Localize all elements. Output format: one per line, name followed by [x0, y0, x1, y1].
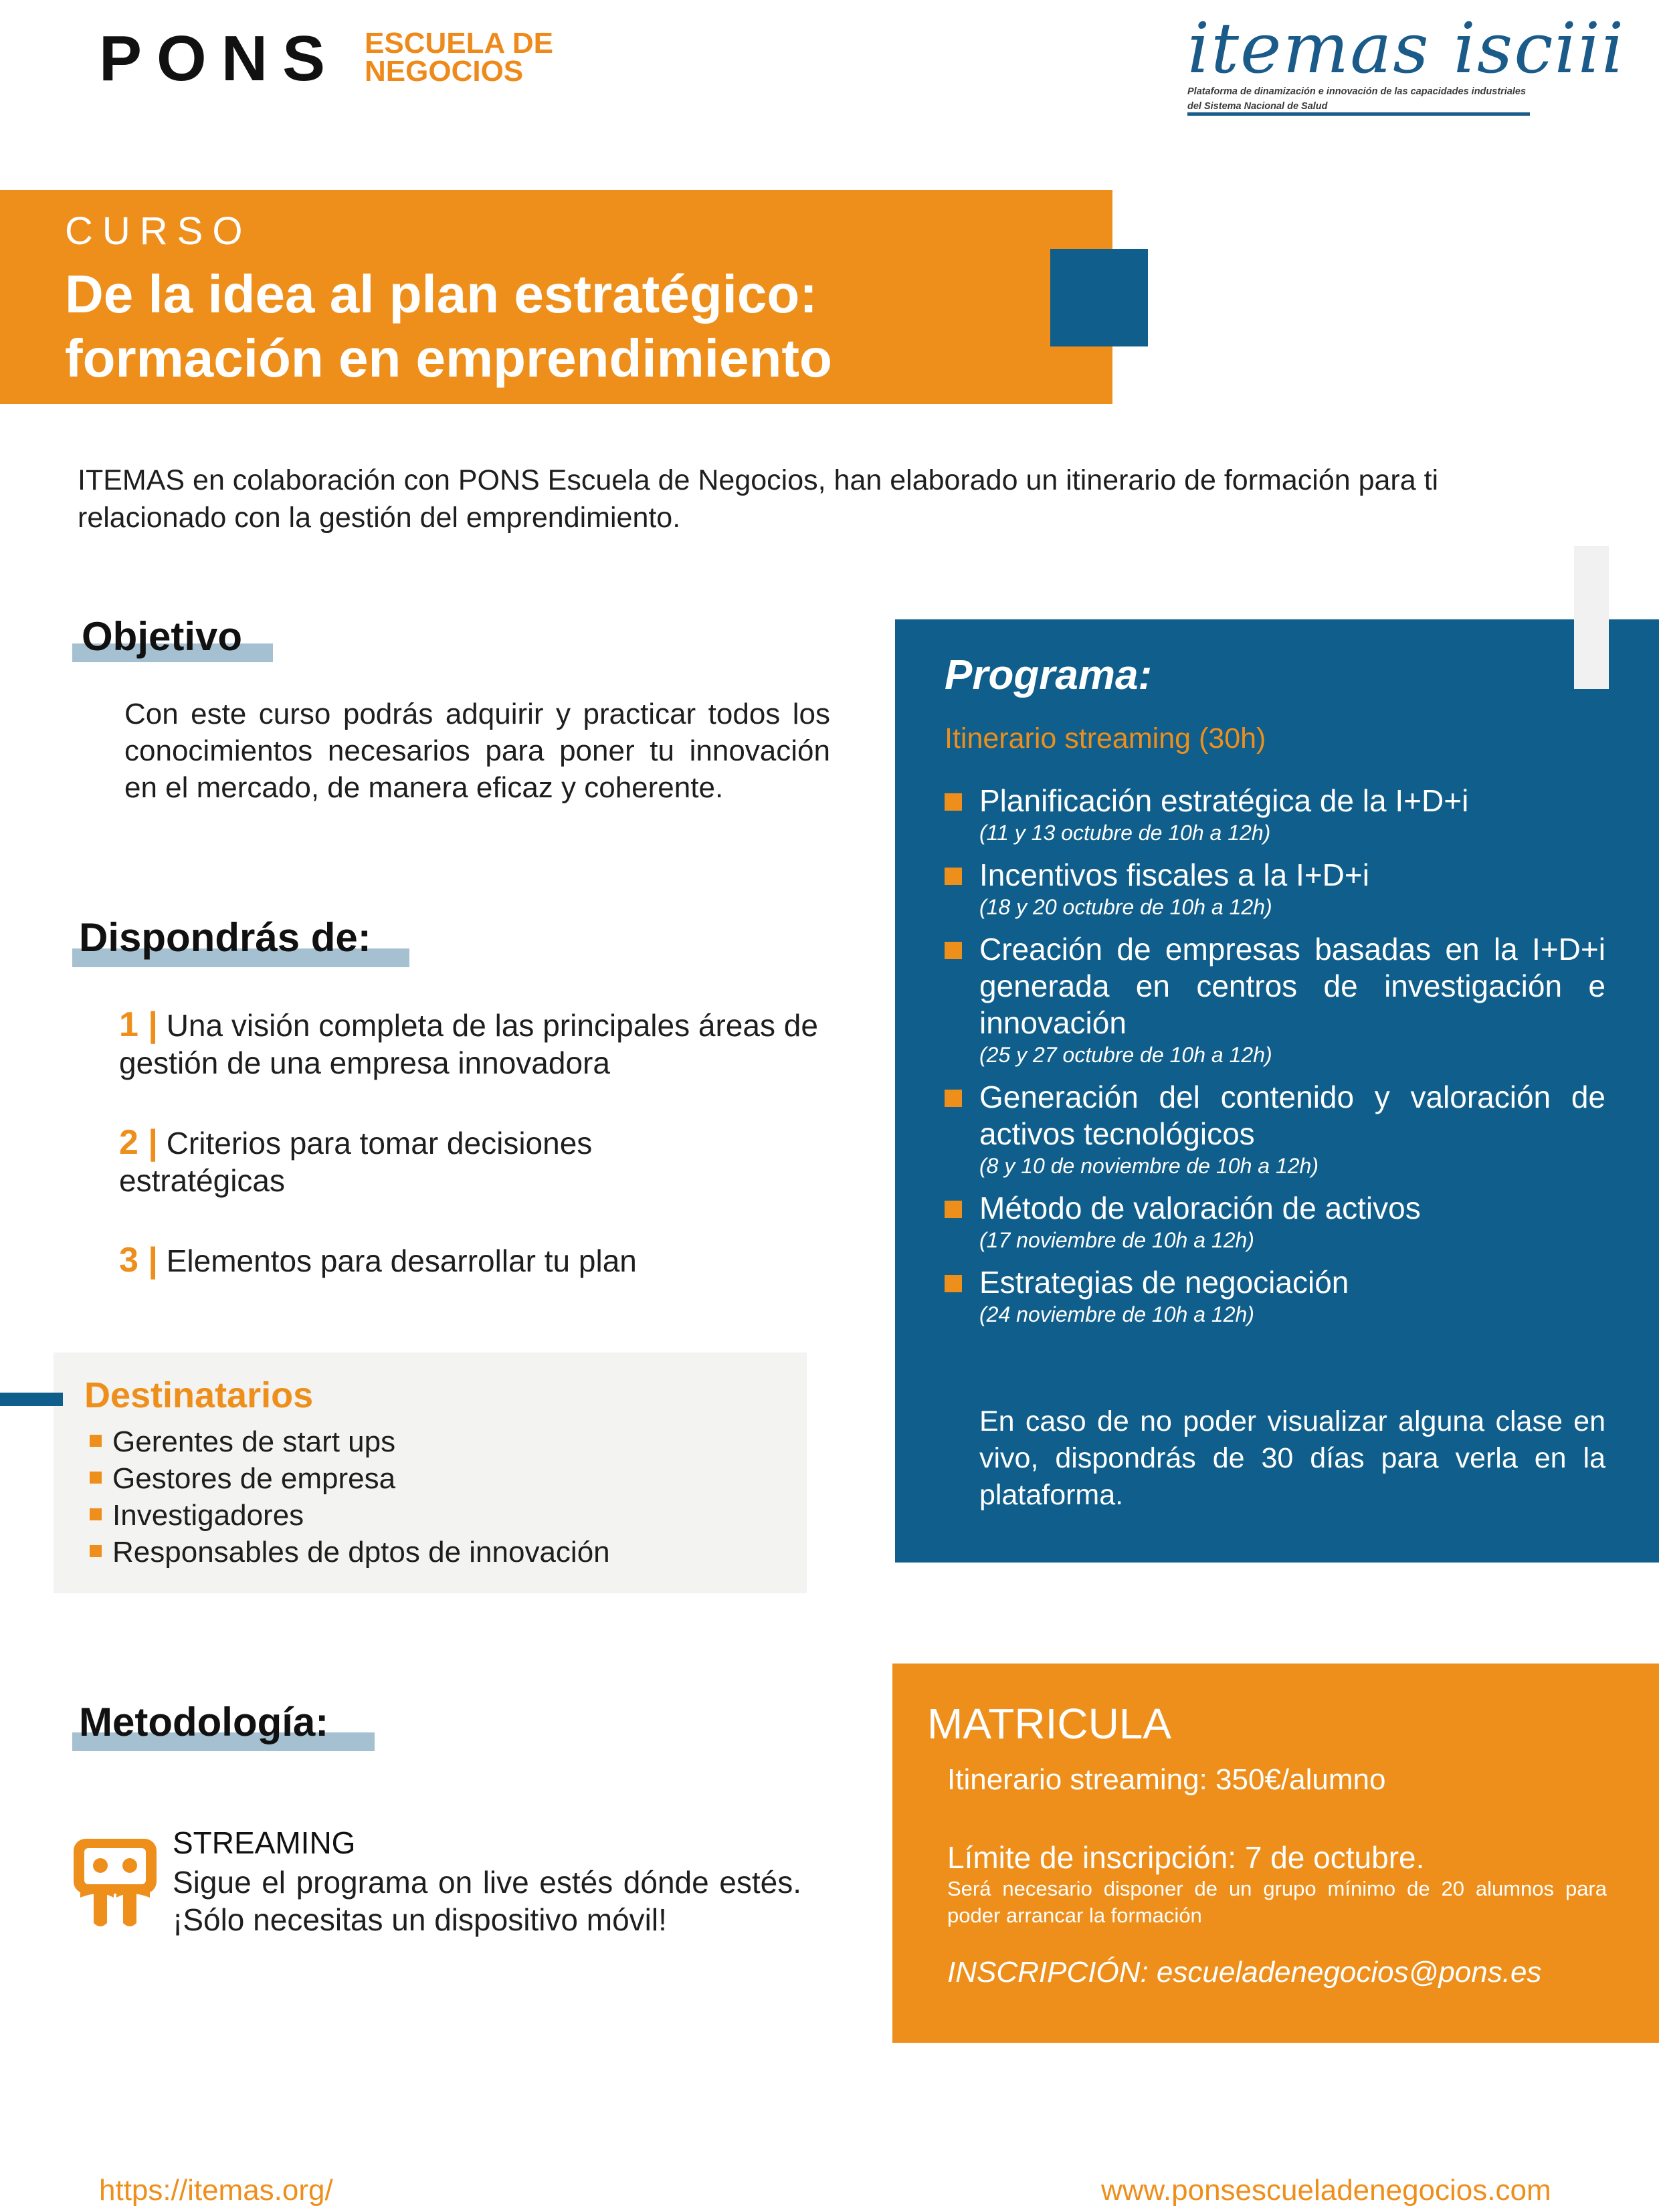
- bullet-square: [90, 1508, 102, 1520]
- destinatarios-accent-line: [0, 1393, 63, 1406]
- pons-logo-wordmark: PONS: [99, 23, 340, 94]
- programa-heading: Programa:: [945, 652, 1153, 698]
- bullet-square: [945, 868, 962, 885]
- programa-item: Estrategias de negociación (24 noviembre de 10h a 12h): [945, 1264, 1605, 1328]
- bullet-square: [90, 1472, 102, 1484]
- matricula-heading: MATRICULA: [927, 1700, 1172, 1748]
- bullet-square: [945, 1201, 962, 1218]
- programa-item: Creación de empresas basadas en la I+D+i generada en centros de investigación e innovación (25 y 27 octubre de 10h a 12h): [945, 931, 1605, 1068]
- list-item: Gerentes de start ups: [90, 1423, 799, 1460]
- objetivo-text: Con este curso podrás adquirir y practicar todos los conocimientos necesarios para poner tu innovación en el mercado, de manera eficaz y coherente.: [124, 698, 830, 804]
- dispondras-item-1: 1 | Una visión completa de las principales áreas de gestión de una empresa innovadora: [119, 1005, 818, 1080]
- programa-item: Método de valoración de activos (17 noviembre de 10h a 12h): [945, 1190, 1605, 1253]
- course-title: De la idea al plan estratégico: formación en emprendimiento: [65, 264, 832, 388]
- objetivo-heading: Objetivo: [82, 614, 243, 659]
- list-item: Gestores de empresa: [90, 1460, 799, 1497]
- destinatarios-list: [90, 1423, 799, 1571]
- matricula-email[interactable]: INSCRIPCIÓN: escueladenegocios@pons.es: [947, 1956, 1542, 1989]
- itemas-logo-wordmark: itemas isciii: [1187, 7, 1626, 89]
- list-item: Responsables de dptos de innovación: [90, 1534, 799, 1571]
- programa-item: Planificación estratégica de la I+D+i (11 y 13 octubre de 10h a 12h): [945, 783, 1605, 846]
- metodologia-heading: Metodología:: [79, 1700, 329, 1744]
- programa-item: Generación del contenido y valoración de activos tecnológicos (8 y 10 de noviembre de 10h a 12h): [945, 1079, 1605, 1179]
- streaming-icon: [71, 1836, 159, 1930]
- bullet-square: [90, 1545, 102, 1557]
- itemas-logo-underline: [1187, 112, 1530, 116]
- destinatarios-heading: Destinatarios: [84, 1375, 314, 1415]
- dispondras-heading: Dispondrás de:: [79, 915, 371, 960]
- bullet-square: [945, 1275, 962, 1292]
- matricula-price: Itinerario streaming: 350€/alumno: [947, 1763, 1386, 1796]
- bullet-square: [945, 793, 962, 811]
- pons-logo-subtitle: ESCUELA DE NEGOCIOS: [365, 27, 553, 88]
- streaming-text: Sigue el programa on live estés dónde estés. ¡Sólo necesitas un dispositivo móvil!: [173, 1865, 801, 1937]
- matricula-deadline: Límite de inscripción: 7 de octubre.: [947, 1840, 1425, 1875]
- streaming-title: STREAMING: [173, 1825, 356, 1860]
- programa-item: Incentivos fiscales a la I+D+i (18 y 20 octubre de 10h a 12h): [945, 857, 1605, 920]
- programa-subheading: Itinerario streaming (30h): [945, 722, 1266, 755]
- programa-note: En caso de no poder visualizar alguna clase en vivo, dispondrás de 30 días para verla en la plataforma.: [979, 1405, 1605, 1511]
- matricula-minimum-note: Será necesario disponer de un grupo mínimo de 20 alumnos para poder arrancar la formación: [947, 1877, 1607, 1927]
- bullet-square: [945, 1090, 962, 1107]
- dispondras-item-2: 2 | Criterios para tomar decisiones estratégicas: [119, 1123, 593, 1198]
- itemas-logo-tagline: Plataforma de dinamización e innovación de las capacidades industriales del Sistema Nacional de Salud: [1187, 86, 1527, 112]
- itemas-url-link[interactable]: https://itemas.org/: [99, 2174, 333, 2207]
- programa-list: [945, 783, 1605, 1338]
- list-item: Investigadores: [90, 1497, 799, 1534]
- course-label: CURSO: [65, 209, 252, 253]
- intro-paragraph: ITEMAS en colaboración con PONS Escuela de Negocios, han elaborado un itinerario de formación para ti relacionado con la gestión del emprendimiento.: [78, 464, 1439, 534]
- decorative-white-stripe: [1574, 546, 1609, 689]
- decorative-blue-square: [1050, 249, 1148, 346]
- pons-url-link[interactable]: www.ponsescueladenegocios.com: [1101, 2174, 1551, 2207]
- bullet-square: [90, 1435, 102, 1447]
- dispondras-item-3: 3 | Elementos para desarrollar tu plan: [119, 1241, 637, 1280]
- bullet-square: [945, 942, 962, 959]
